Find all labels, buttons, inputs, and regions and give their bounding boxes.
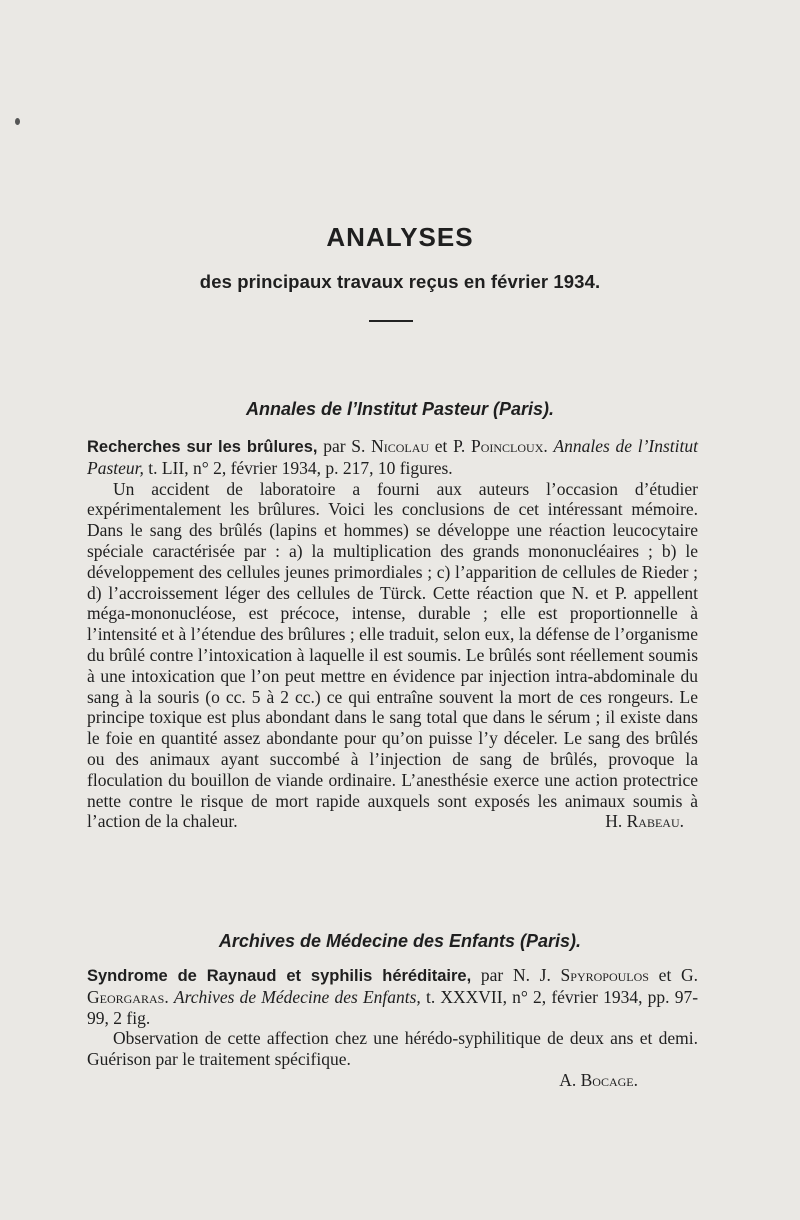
article-entry — [87, 436, 698, 832]
author-name: N. J. Spyropoulos — [512, 965, 649, 985]
author-name: G. Georgaras. — [87, 965, 699, 1007]
article-reference — [87, 965, 698, 1028]
article-entry — [87, 965, 698, 1091]
author-signature: H. Rabeau. — [605, 811, 684, 832]
journal-reference: Annales de l’Institut Pasteur, — [87, 436, 699, 478]
article-title: Recherches sur les brûlures, — [87, 438, 318, 456]
and-word: et — [434, 436, 448, 456]
article-body-text: Un accident de laboratoire a fourni aux auteurs l’occasion d’étudier expérimentalement les brûlures. Voici les conclusions de cet intéressant mémoire. Dans le sang des brûlés (lapins et hommes) se développe une réaction leucocytaire spéciale caractérisée par : a) la multiplication des grands mononucléaires ; b) le développement des cellules jeunes primordiales ; c) l’apparition de cellules de Rieder ; d) l’accroissement léger des cellules de Türck. Cette réaction que N. et P. appellent méga-mononucléose, est précoce, intense, durable ; elle est proportionnelle à l’intensité et à l’étendue des brûlures ; elle traduit, selon eux, la défense de l’organisme du brûlé contre l’intoxication à laquelle il est soumis. Le brûlés sont réellement soumis à une intoxication que l’on peut mettre en évidence par injection intra-abdominale du sang à la souris (o cc. 5 à 2 cc.) ce qui entraîne souvent la mort de ces rongeurs. Le principe toxique est plus abondant dans le sang total que dans le sérum ; il existe dans le foie en quantité assez abondante pour qu’on puisse l’y déceler. Le sang des brûlés ou des animaux ayant succombé à l’injection de sang de brûlés, provoque la floculation du bouillon de viande ordinaire. L’anesthésie exerce une action protectrice nette contre le risque de mort rapide auxquels sont exposés les animaux soumis à l’action de la chaleur. — [87, 478, 698, 832]
and-word: et — [658, 965, 672, 985]
title-divider — [369, 320, 413, 322]
article-title: Syndrome de Raynaud et syphilis héréditaire, — [87, 967, 472, 985]
author-name: P. Poincloux. — [453, 436, 548, 456]
page-title: ANALYSES — [326, 222, 474, 252]
journal-heading: Annales de l’Institut Pasteur (Paris). — [245, 399, 555, 419]
page-subtitle: des principaux travaux reçus en février 1934. — [199, 271, 601, 292]
journal-heading: Archives de Médecine des Enfants (Paris). — [218, 931, 582, 951]
article-body: Observation de cette affection chez une hérédo-syphilitique de deux ans et demi. Guérison par le traitement spécifique. — [87, 1028, 698, 1070]
citation-details: t. LII, n° 2, février 1934, p. 217, 10 figures. — [148, 457, 453, 478]
ink-speck — [15, 118, 20, 125]
by-word: par — [480, 965, 504, 985]
article-reference — [87, 436, 698, 479]
citation-details: t. XXXVII, n° 2, février 1934, pp. 97-99, 2 fig. — [87, 986, 699, 1028]
article-body — [87, 479, 698, 833]
by-word: par — [323, 436, 346, 456]
author-signature: A. Bocage. — [559, 1069, 638, 1090]
author-name: S. Nicolau — [351, 436, 430, 456]
journal-reference: Archives de Médecine des Enfants, — [173, 986, 421, 1007]
